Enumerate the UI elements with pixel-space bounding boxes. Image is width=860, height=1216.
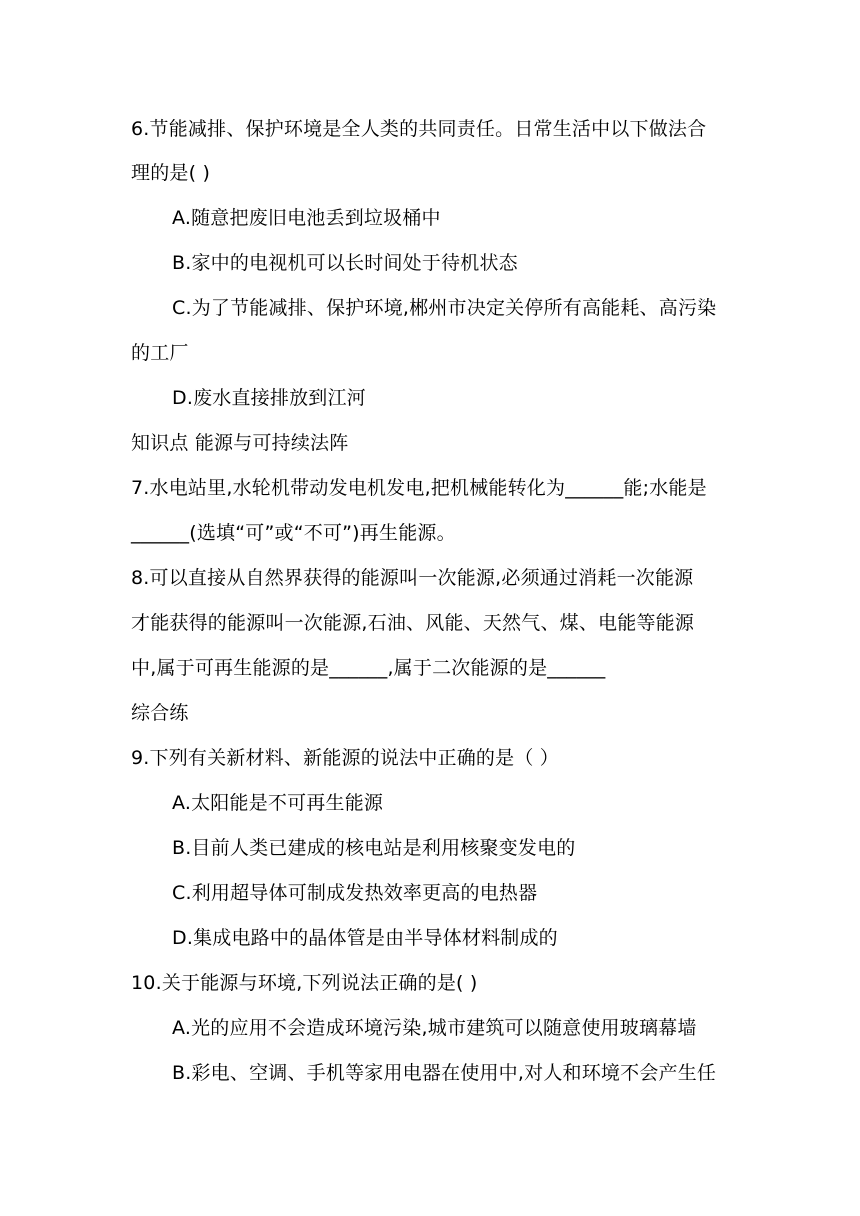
question-8-stem-cont-2: 中,属于可再生能源的是______,属于二次能源的是______: [131, 657, 606, 679]
question-7-stem-cont: ______(选填“可”或“不可”)再生能源。: [131, 522, 456, 544]
question-9-option-d: D.集成电路中的晶体管是由半导体材料制成的: [172, 927, 558, 949]
question-8-stem-cont-1: 才能获得的能源叫一次能源,石油、风能、天然气、煤、电能等能源: [131, 612, 695, 634]
section-heading-knowledge: 知识点 能源与可持续法阵: [131, 432, 349, 454]
question-6-option-b: B.家中的电视机可以长时间处于待机状态: [172, 252, 518, 274]
question-6-option-c-cont: 的工厂: [131, 342, 189, 364]
question-7-stem: 7.水电站里,水轮机带动发电机发电,把机械能转化为______能;水能是: [131, 477, 707, 499]
question-9-option-b: B.目前人类已建成的核电站是利用核聚变发电的: [172, 837, 576, 859]
question-6-stem-cont: 理的是( ): [131, 162, 211, 184]
question-9-option-c: C.利用超导体可制成发热效率更高的电热器: [172, 882, 538, 904]
question-10-option-b: B.彩电、空调、手机等家用电器在使用中,对人和环境不会产生任: [172, 1062, 717, 1084]
question-6-option-d: D.废水直接排放到江河: [172, 387, 366, 409]
section-heading-comprehensive: 综合练: [131, 702, 189, 724]
question-9-option-a: A.太阳能是不可再生能源: [172, 792, 384, 814]
question-10-stem: 10.关于能源与环境,下列说法正确的是( ): [131, 972, 478, 994]
question-9-stem: 9.下列有关新材料、新能源的说法中正确的是（ ）: [131, 747, 559, 769]
question-6-stem: 6.节能减排、保护环境是全人类的共同责任。日常生活中以下做法合: [131, 118, 707, 140]
question-10-option-a: A.光的应用不会造成环境污染,城市建筑可以随意使用玻璃幕墙: [172, 1017, 697, 1039]
question-6-option-a: A.随意把废旧电池丢到垃圾桶中: [172, 207, 441, 229]
question-8-stem: 8.可以直接从自然界获得的能源叫一次能源,必须通过消耗一次能源: [131, 567, 694, 589]
question-6-option-c: C.为了节能减排、保护环境,郴州市决定关停所有高能耗、高污染: [172, 297, 717, 319]
